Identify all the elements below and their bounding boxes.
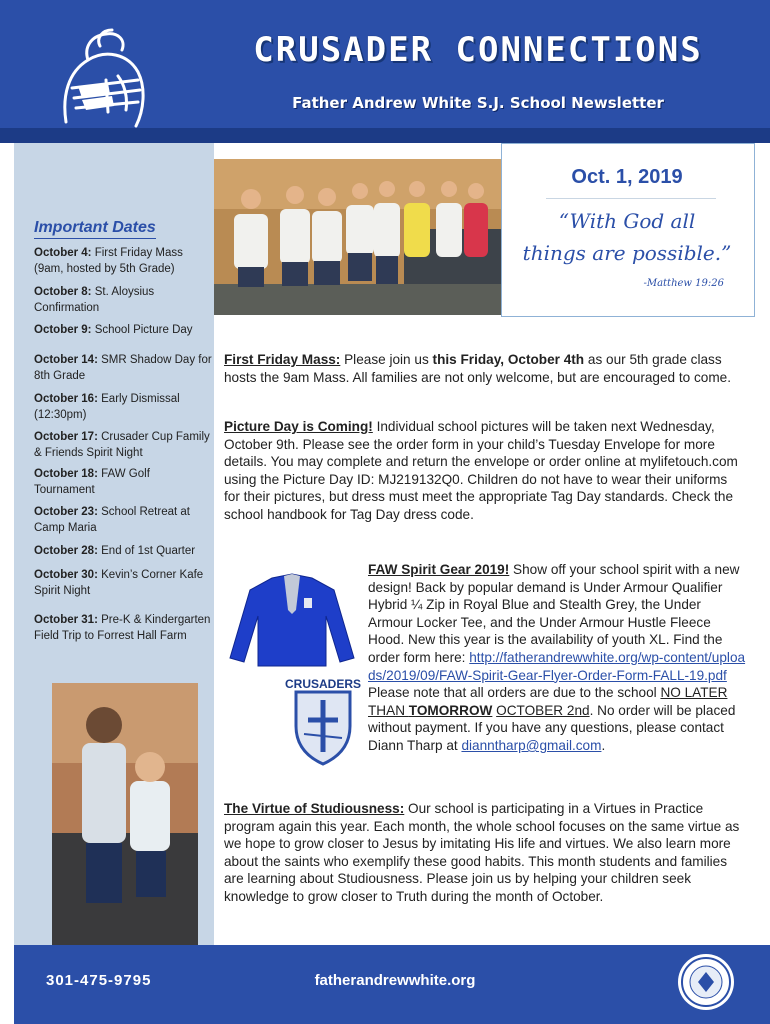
article-first-friday-mass [224, 351, 738, 386]
spirit-gear-jacket-image [222, 570, 362, 670]
date-label: October 9: [34, 324, 92, 336]
article-lead: FAW Spirit Gear 2019! [368, 562, 510, 577]
deadline-date: OCTOBER 2nd [496, 702, 590, 718]
article-text: Our school is participating in a Virtues in Practice program again this year. Each month, the whole school focuses on the same virtue as we hope to grow closer to Jesus by imitating His life and virtues. We also learn more about the saints who exemplify these good habits. This month students and families are learning about Studiousness. Please join us by helping your children seek knowledge to grow closer to Truth during the month of October. [224, 801, 740, 904]
article-lead: First Friday Mass: [224, 352, 341, 367]
date-item [34, 568, 212, 599]
date-item [34, 246, 212, 277]
footer-phone: 301-475-9795 [46, 972, 152, 989]
article-text: . No order will be placed without payment. If you have any questions, please contact Diann Tharp at [368, 702, 736, 753]
article-text: . [601, 737, 606, 753]
date-label: October 18: [34, 468, 98, 480]
date-item [34, 353, 212, 384]
group-photo [214, 159, 501, 315]
date-text: School Picture Day [94, 324, 193, 336]
contact-email-link[interactable]: dianntharp@gmail.com [461, 737, 602, 753]
quote-line: things are possible.” [522, 241, 732, 265]
article-text: Show off your school spirit with a new design! Back by popular demand is Under Armour Qualifier Hybrid ¼ Zip in Royal Blue and Stealth Grey, the Under Armour Locker Tee, and the Under Armour Hustle Fleece Hood. New this year is the availability of youth XL. Find the order form here: [368, 562, 740, 665]
newsletter-title: CRUSADER CONNECTIONS [253, 30, 703, 70]
date-text: St. Aloysius Confirmation [34, 286, 155, 314]
article-lead: Picture Day is Coming! [224, 419, 373, 434]
date-text: Kevin’s Corner Kafe Spirit Night [34, 569, 204, 597]
date-item [34, 505, 212, 536]
date-item [34, 392, 212, 423]
deadline-emphasis: TOMORROW [408, 702, 493, 718]
date-label: October 17: [34, 431, 98, 443]
date-item [34, 544, 212, 560]
scripture-quote [510, 205, 744, 269]
date-item [34, 285, 212, 316]
date-label: October 23: [34, 506, 98, 518]
article-lead: The Virtue of Studiousness: [224, 801, 405, 816]
date-text: End of 1st Quarter [101, 545, 196, 557]
crest-label: CRUSADERS [284, 677, 362, 691]
date-label: October 16: [34, 393, 98, 405]
article-text: Please note that all orders are due to the school [368, 685, 661, 701]
quote-line: “With God all [558, 209, 696, 233]
article-virtue [224, 800, 746, 906]
date-label: October 30: [34, 569, 98, 581]
date-text: FAW Golf Tournament [34, 468, 150, 496]
date-text: School Retreat at Camp Maria [34, 506, 190, 534]
date-text: First Friday Mass (9am, hosted by 5th Grade) [34, 247, 183, 275]
article-emphasis: this Friday, October 4th [432, 352, 585, 367]
date-label: October 4: [34, 247, 92, 259]
important-dates-heading: Important Dates [34, 219, 156, 239]
article-picture-day [224, 418, 738, 524]
date-label: October 28: [34, 545, 98, 557]
date-text: Crusader Cup Family & Friends Spirit Night [34, 431, 210, 459]
date-text: SMR Shadow Day for 8th Grade [34, 354, 212, 382]
date-label: October 8: [34, 286, 92, 298]
order-form-link[interactable]: http://fatherandrewwhite.org/wp-content/uploads/2019/09/FAW-Spirit-Gear-Flyer-Order-Form-FALL-19.pdf [368, 649, 746, 683]
date-label: October 31: [34, 614, 98, 626]
seal-icon [676, 952, 736, 1012]
students-photo [52, 683, 198, 945]
newsletter-subtitle: Father Andrew White S.J. School Newsletter [292, 94, 664, 112]
crusaders-crest-image [282, 668, 364, 768]
date-item [34, 323, 212, 339]
date-item [34, 430, 212, 461]
issue-date: Oct. 1, 2019 [571, 166, 683, 188]
article-text: Individual school pictures will be taken next Wednesday, October 9th. Please see the order form in your child’s Tuesday Envelope for more details. You may complete and return the envelope or order online at mylifetouch.com using the Picture Day ID: MJ219132Q0. Children do not have to wear their uniforms for their pictures, but dress must meet the appropriate Tag Day standards. Check the school handbook for Tag Day dress code. [224, 419, 738, 522]
quote-attribution: -Matthew 19:26 [643, 278, 724, 289]
date-item [34, 467, 212, 498]
knight-helmet-icon [48, 26, 158, 136]
date-text: Pre-K & Kindergarten Field Trip to Forrest Hall Farm [34, 614, 211, 642]
date-label: October 14: [34, 354, 98, 366]
date-item [34, 613, 212, 644]
quote-divider [546, 198, 716, 199]
deadline-text: NO LATER THAN [368, 685, 728, 718]
footer-website[interactable]: fatherandrewwhite.org [314, 972, 476, 989]
article-text: as our 5th grade class hosts the 9am Mass. All families are not only welcome, but are encouraged to come. [224, 352, 731, 385]
article-text: Please join us [340, 352, 433, 367]
article-spirit-gear [368, 561, 748, 755]
date-text: Early Dismissal (12:30pm) [34, 393, 180, 421]
